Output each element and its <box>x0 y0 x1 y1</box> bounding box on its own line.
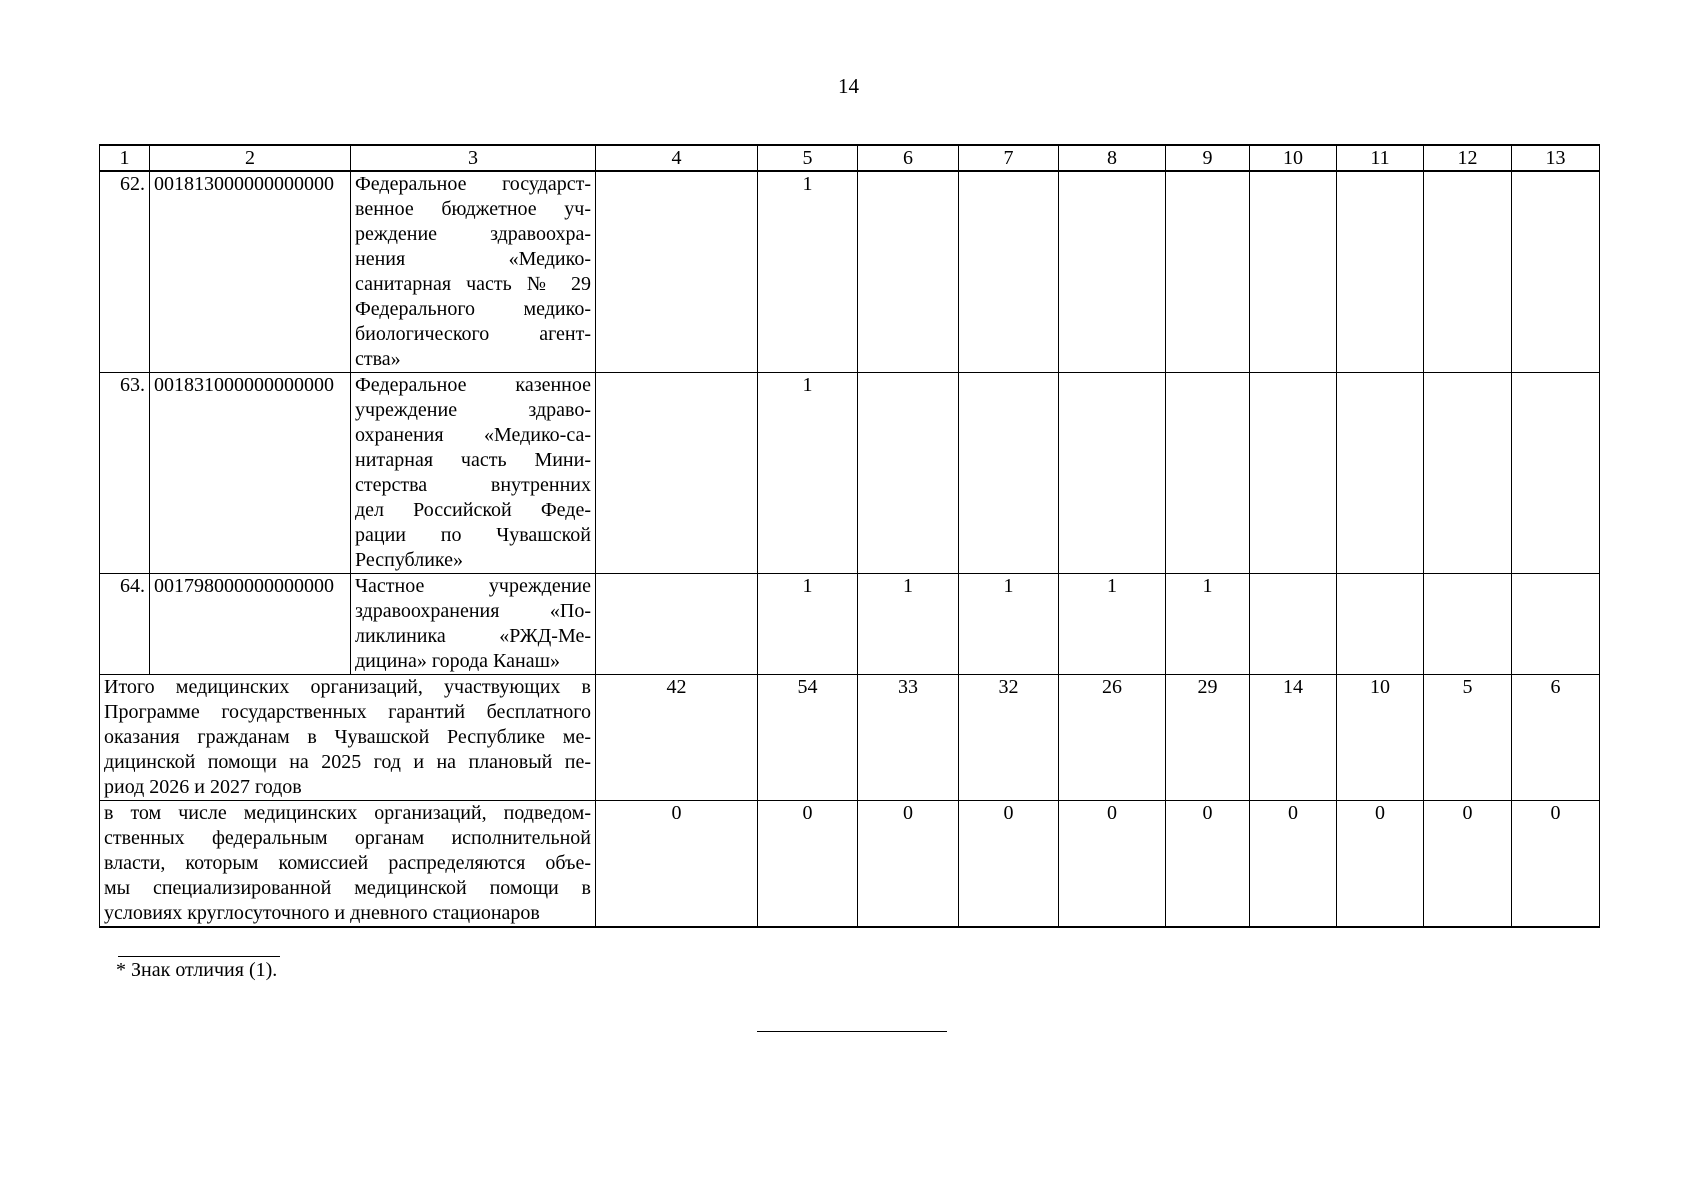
value-cell <box>959 373 1059 574</box>
column-number-cell: 2 <box>150 145 351 171</box>
org-code: 001831000000000000 <box>150 373 351 574</box>
total-label-line: в том числе медицинских организаций, подведом- <box>104 802 591 824</box>
column-number-cell: 13 <box>1512 145 1600 171</box>
column-number-cell: 10 <box>1250 145 1337 171</box>
total-label-line: дицинской помощи на 2025 год и на плановый пе- <box>104 751 591 773</box>
org-name-line: ликлиника «РЖД-Ме- <box>355 625 591 647</box>
org-name-line: Федеральное государст- <box>355 173 591 195</box>
org-name-line: дел Российской Феде- <box>355 499 591 521</box>
value-cell <box>959 171 1059 373</box>
total-value-cell: 0 <box>1166 801 1250 928</box>
total-value-cell: 0 <box>1059 801 1166 928</box>
org-name <box>351 171 596 373</box>
value-cell <box>1166 373 1250 574</box>
value-cell <box>1337 171 1424 373</box>
org-name <box>351 373 596 574</box>
total-value-cell: 54 <box>758 675 858 801</box>
column-number-cell: 3 <box>351 145 596 171</box>
total-value-cell: 0 <box>758 801 858 928</box>
column-number-cell: 12 <box>1424 145 1512 171</box>
org-name-line: дицина» города Канаш» <box>355 650 560 672</box>
value-cell <box>1424 171 1512 373</box>
total-value-cell: 42 <box>596 675 758 801</box>
org-name <box>351 574 596 675</box>
row-number: 62. <box>100 171 150 373</box>
footnote: * Знак отличия (1). <box>116 959 278 981</box>
org-name-line: Федеральное казенное <box>355 374 591 396</box>
org-name-line: венное бюджетное уч- <box>355 198 591 220</box>
total-value-cell: 0 <box>1250 801 1337 928</box>
value-cell: 1 <box>758 373 858 574</box>
column-number-row <box>100 145 1600 171</box>
total-label-line: риод 2026 и 2027 годов <box>104 776 302 798</box>
total-value-cell: 6 <box>1512 675 1600 801</box>
org-name-line: ства» <box>355 348 401 370</box>
total-label <box>100 675 596 801</box>
table-row <box>100 373 1600 574</box>
total-value-cell: 10 <box>1337 675 1424 801</box>
total-value-cell: 5 <box>1424 675 1512 801</box>
total-value-cell: 33 <box>858 675 959 801</box>
column-number-cell: 4 <box>596 145 758 171</box>
column-number-cell: 6 <box>858 145 959 171</box>
total-value-cell: 29 <box>1166 675 1250 801</box>
total-value-cell: 0 <box>1337 801 1424 928</box>
column-number-cell: 9 <box>1166 145 1250 171</box>
total-label-line: власти, которым комиссией распределяются объе- <box>104 852 591 874</box>
value-cell: 1 <box>1166 574 1250 675</box>
value-cell <box>1250 171 1337 373</box>
table-row <box>100 171 1600 373</box>
org-name-line: Федерального медико- <box>355 298 591 320</box>
total-label-line: условиях круглосуточного и дневного стационаров <box>104 902 540 924</box>
end-divider <box>757 1031 947 1032</box>
value-cell <box>1512 574 1600 675</box>
column-number-cell: 11 <box>1337 145 1424 171</box>
total-value-cell: 0 <box>858 801 959 928</box>
org-name-line: нения «Медико- <box>355 248 591 270</box>
total-value-cell: 0 <box>959 801 1059 928</box>
org-name-line: реждение здравоохра- <box>355 223 591 245</box>
value-cell: 1 <box>1059 574 1166 675</box>
row-number: 64. <box>100 574 150 675</box>
total-value-cell: 26 <box>1059 675 1166 801</box>
total-label-line: ственных федеральным органам исполнительной <box>104 827 591 849</box>
value-cell <box>1337 574 1424 675</box>
value-cell <box>1424 373 1512 574</box>
column-number-cell: 1 <box>100 145 150 171</box>
column-number-cell: 7 <box>959 145 1059 171</box>
value-cell <box>596 373 758 574</box>
total-value-cell: 0 <box>1512 801 1600 928</box>
value-cell <box>1424 574 1512 675</box>
total-label-line: Программе государственных гарантий бесплатного <box>104 701 591 723</box>
total-row <box>100 675 1600 801</box>
value-cell <box>858 373 959 574</box>
footnote-divider <box>118 956 280 957</box>
total-label-line: мы специализированной медицинской помощи в <box>104 877 591 899</box>
total-value-cell: 32 <box>959 675 1059 801</box>
value-cell <box>1250 373 1337 574</box>
org-code: 001813000000000000 <box>150 171 351 373</box>
organizations-table <box>99 144 1600 928</box>
value-cell <box>1250 574 1337 675</box>
table-row <box>100 574 1600 675</box>
value-cell <box>1337 373 1424 574</box>
org-name-line: Республике» <box>355 549 464 571</box>
org-name-line: здравоохранения «По- <box>355 600 591 622</box>
org-name-line: нитарная часть Мини- <box>355 449 591 471</box>
org-name-line: стерства внутренних <box>355 474 591 496</box>
total-value-cell: 14 <box>1250 675 1337 801</box>
org-name-line: учреждение здраво- <box>355 399 591 421</box>
value-cell: 1 <box>959 574 1059 675</box>
page-number: 14 <box>838 74 859 98</box>
value-cell <box>1166 171 1250 373</box>
value-cell <box>596 171 758 373</box>
value-cell <box>596 574 758 675</box>
table-body <box>100 145 1600 927</box>
org-name-line: охранения «Медико-са- <box>355 424 591 446</box>
org-name-line: биологического агент- <box>355 323 591 345</box>
total-label-line: оказания гражданам в Чувашской Республике ме- <box>104 726 591 748</box>
row-number: 63. <box>100 373 150 574</box>
value-cell <box>1059 373 1166 574</box>
value-cell: 1 <box>858 574 959 675</box>
value-cell <box>1512 373 1600 574</box>
org-name-line: рации по Чувашской <box>355 524 591 546</box>
value-cell: 1 <box>758 171 858 373</box>
org-name-line: Частное учреждение <box>355 575 591 597</box>
value-cell <box>1512 171 1600 373</box>
column-number-cell: 8 <box>1059 145 1166 171</box>
total-value-cell: 0 <box>1424 801 1512 928</box>
total-label-line: Итого медицинских организаций, участвующих в <box>104 676 591 698</box>
value-cell <box>1059 171 1166 373</box>
value-cell <box>858 171 959 373</box>
org-code: 001798000000000000 <box>150 574 351 675</box>
total-label <box>100 801 596 928</box>
org-name-line: санитарная часть № 29 <box>355 273 591 295</box>
federal-subtotal-row <box>100 801 1600 928</box>
total-value-cell: 0 <box>596 801 758 928</box>
value-cell: 1 <box>758 574 858 675</box>
column-number-cell: 5 <box>758 145 858 171</box>
